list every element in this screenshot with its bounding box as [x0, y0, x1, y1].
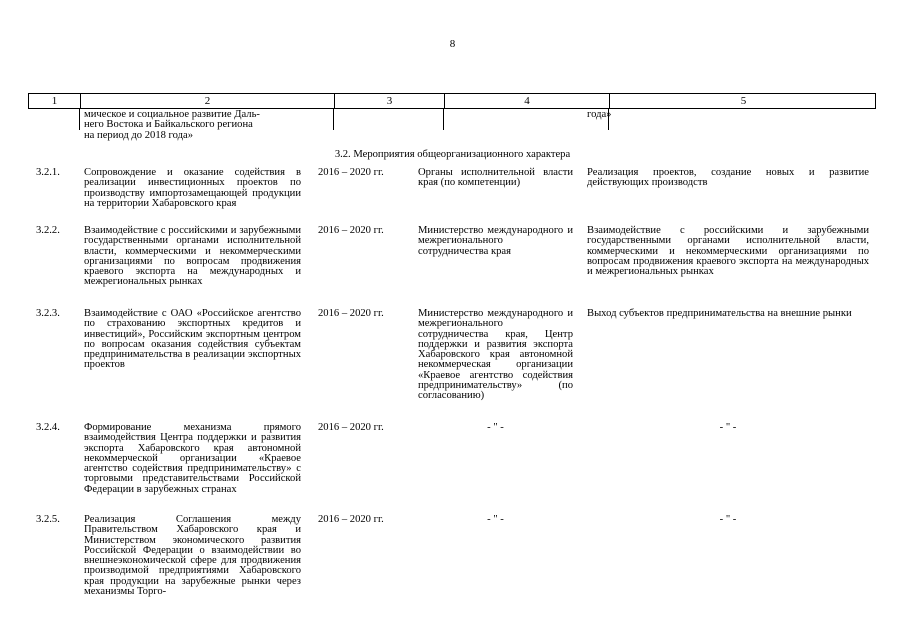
- row-result: Выход субъектов предпринимательства на внешние рынки: [587, 308, 852, 319]
- carry-over-name: мическое и социальное развитие Даль- него Востока и Байкальского региона на период до 2018 года»: [84, 109, 260, 141]
- row-result: Взаимодействие с российскими и зарубежными государственными органами исполнительной власти, коммерческими и некоммерческими организациями по вопросам продвижения краевого экспорта на международных и межрегиональных рынках: [587, 225, 869, 278]
- row-name: Взаимодействие с ОАО «Российское агентство по страхованию экспортных кредитов и инвестиций», Российским экспортным центром по вопросам оказания содействия субъектам предпринимательства в реализации экспортных проектов: [84, 308, 301, 371]
- section-title: 3.2. Мероприятия общеорганизационного характера: [334, 149, 571, 160]
- carry-over-result: года»: [587, 109, 612, 120]
- row-number: 3.2.1.: [36, 167, 60, 178]
- row-number: 3.2.5.: [36, 514, 60, 525]
- row-number: 3.2.3.: [36, 308, 60, 319]
- row-executor: Министерство международного и межрегионального сотрудничества края, Центр поддержки и развития экспорта Хабаровского края автономной некоммерческая организации «Краевое агентство содействия предпринимательству» (по согласованию): [418, 308, 573, 402]
- row-executor: - " -: [487, 514, 504, 525]
- row-number: 3.2.4.: [36, 422, 60, 433]
- header-col-4: 4: [444, 94, 609, 108]
- row-executor: - " -: [487, 422, 504, 433]
- header-col-2: 2: [80, 94, 334, 108]
- row-period: 2016 – 2020 гг.: [318, 167, 384, 178]
- row-period: 2016 – 2020 гг.: [318, 225, 384, 236]
- header-col-5: 5: [609, 94, 877, 108]
- column-divider: [333, 109, 334, 130]
- column-divider: [443, 109, 444, 130]
- row-period: 2016 – 2020 гг.: [318, 514, 384, 525]
- row-result: - " -: [719, 422, 737, 433]
- row-number: 3.2.2.: [36, 225, 60, 236]
- row-period: 2016 – 2020 гг.: [318, 308, 384, 319]
- row-executor: Министерство международного и межрегионального сотрудничества края: [418, 225, 573, 257]
- column-divider: [79, 109, 80, 130]
- row-name: Сопровождение и оказание содействия в реализации инвестиционных проектов по производству импортозамещающей продукции на территории Хабаровского края: [84, 167, 301, 209]
- row-result: Реализация проектов, создание новых и развитие действующих производств: [587, 167, 869, 189]
- row-result: - " -: [719, 514, 737, 525]
- row-name: Реализация Соглашения между Правительством Хабаровского края и Министерством экономического развития Российской Федерации о взаимодействии во внешнеэкономической сфере для продвижения производимой предприятиями Хабаровского края продукции на зарубежные рынки через механизмы Торго-: [84, 514, 301, 598]
- row-executor: Органы исполнительной власти края (по компетенции): [418, 167, 573, 189]
- row-period: 2016 – 2020 гг.: [318, 422, 384, 433]
- page-number: 8: [449, 38, 456, 50]
- header-col-3: 3: [334, 94, 444, 108]
- row-name: Формирование механизма прямого взаимодействия Центра поддержки и развития экспорта Хабаровского края автономной некоммерческой организации «Краевое агентство содействия предпринимательству» с торговыми представительствами Российской Федерации в зарубежных странах: [84, 422, 301, 495]
- table-header: [28, 93, 876, 109]
- row-name: Взаимодействие с российскими и зарубежными государственными органами исполнительной власти, коммерческими и некоммерческими организациями по вопросам продвижения краевого экспорта на международных и межрегиональных рынках: [84, 225, 301, 288]
- header-col-1: 1: [51, 95, 58, 107]
